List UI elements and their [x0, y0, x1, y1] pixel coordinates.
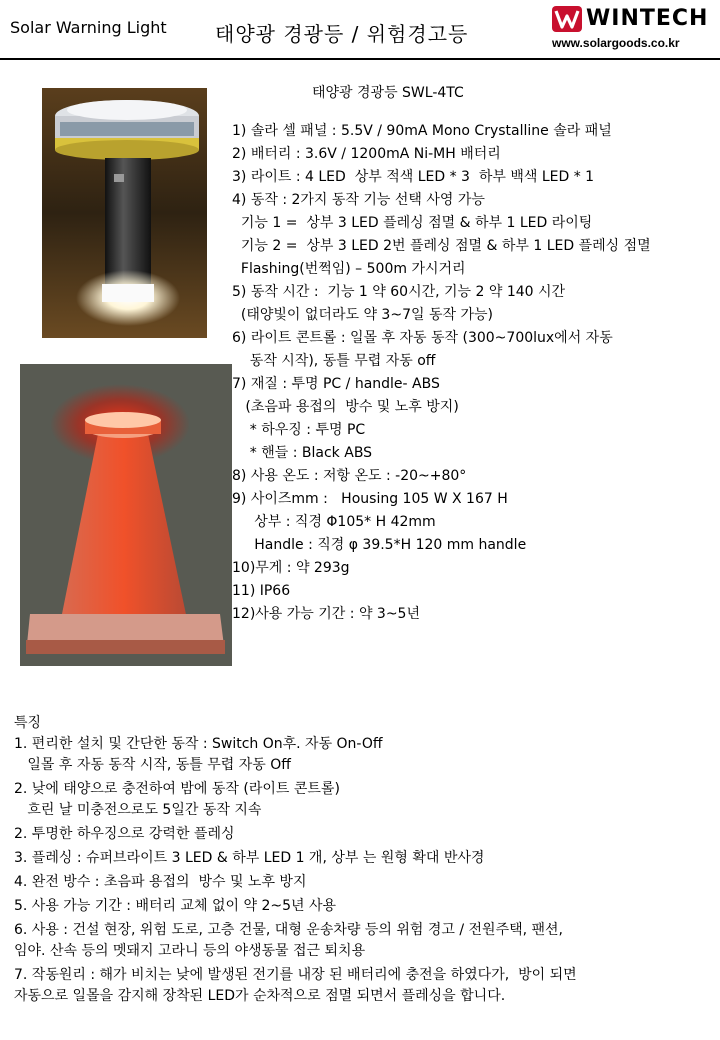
feature-item: 임야. 산속 등의 멧돼지 고라니 등의 야생동물 접근 퇴치용 [14, 943, 366, 959]
title-english: Solar Warning Light [10, 18, 167, 37]
company-website: www.solargoods.co.kr [552, 36, 680, 50]
spec-item: 9) 사이즈mm : Housing 105 W X 167 H [232, 491, 508, 507]
spec-item: Flashing(번쩍임) – 500m 가시거리 [232, 261, 466, 277]
spec-item: (태양빛이 없더라도 약 3~7일 동작 가능) [232, 307, 493, 323]
spec-item: 3) 라이트 : 4 LED 상부 적색 LED * 3 하부 백색 LED * 1 [232, 169, 595, 185]
product-photo-light [42, 88, 207, 338]
spec-item: Handle : 직경 φ 39.5*H 120 mm handle [232, 537, 527, 553]
spec-item: 1) 솔라 셀 패널 : 5.5V / 90mA Mono Crystalline 솔라 패널 [232, 123, 612, 139]
logo-wordmark: WINTECH [586, 6, 709, 31]
company-logo [552, 6, 712, 50]
spec-item: 동작 시작), 동틀 무렵 자동 off [232, 353, 436, 369]
spec-item: 4) 동작 : 2가지 동작 기능 선택 사영 가능 [232, 192, 485, 208]
feature-item: 2. 투명한 하우징으로 강력한 플레싱 [14, 826, 235, 842]
spec-item: 11) IP66 [232, 583, 291, 599]
spec-item: 10)무게 : 약 293g [232, 560, 350, 576]
feature-item: 5. 사용 가능 기간 : 배터리 교체 없이 약 2~5년 사용 [14, 898, 337, 914]
feature-item: 2. 낮에 태양으로 충전하여 밤에 동작 (라이트 콘트롤) [14, 781, 340, 797]
spec-item: 2) 배터리 : 3.6V / 1200mA Ni-MH 배터리 [232, 146, 501, 162]
spec-item: 8) 사용 온도 : 저항 온도 : -20~+80° [232, 468, 467, 484]
feature-item: 흐린 날 미충전으로도 5일간 동작 지속 [14, 802, 262, 818]
spec-item: * 핸들 : Black ABS [232, 445, 373, 461]
spec-list [232, 120, 712, 626]
spec-item: 12)사용 가능 기간 : 약 3~5년 [232, 606, 420, 622]
spec-item: 5) 동작 시간 : 기능 1 약 60시간, 기능 2 약 140 시간 [232, 284, 566, 300]
feature-item: 3. 플레싱 : 슈퍼브라이트 3 LED & 하부 LED 1 개, 상부 는 원형 확대 반사경 [14, 850, 485, 866]
feature-item: 6. 사용 : 건설 현장, 위험 도로, 고층 건물, 대형 운송차량 등의 위험 경고 / 전원주택, 팬션, [14, 922, 564, 938]
feature-item: 7. 작동원리 : 해가 비치는 낮에 발생된 전기를 내장 된 배터리에 충전을 하였다가, 방이 되면 [14, 967, 577, 983]
feature-item: 자동으로 일몰을 감지해 장착된 LED가 순차적으로 점멸 되면서 플레싱을 합니다. [14, 988, 506, 1004]
wintech-logo-icon [552, 6, 582, 32]
spec-item: (초음파 용접의 방수 및 노후 방지) [232, 399, 459, 415]
product-photo-cone [20, 364, 232, 666]
header-divider [0, 58, 720, 60]
features-heading: 특징 [14, 715, 42, 731]
spec-item: 기능 2 = 상부 3 LED 2번 플레싱 점멸 & 하부 1 LED 플레싱 점멸 [232, 238, 651, 254]
features-list [14, 734, 714, 1007]
spec-item: 기능 1 = 상부 3 LED 플레싱 점멸 & 하부 1 LED 라이팅 [232, 215, 593, 231]
feature-item: 4. 완전 방수 : 초음파 용접의 방수 및 노후 방지 [14, 874, 307, 890]
spec-item: 상부 : 직경 Φ105* H 42mm [232, 514, 436, 530]
model-title: 태양광 경광등 SWL-4TC [312, 85, 464, 101]
spec-item: 7) 재질 : 투명 PC / handle- ABS [232, 376, 440, 392]
feature-item: 일몰 후 자동 동작 시작, 동틀 무렵 자동 Off [14, 757, 291, 773]
spec-item: * 하우징 : 투명 PC [232, 422, 366, 438]
spec-item: 6) 라이트 콘트롤 : 일몰 후 자동 동작 (300~700lux에서 자동 [232, 330, 613, 346]
title-korean: 태양광 경광등 / 위험경고등 [215, 22, 469, 46]
feature-item: 1. 편리한 설치 및 간단한 동작 : Switch On후. 자동 On-Off [14, 736, 383, 752]
